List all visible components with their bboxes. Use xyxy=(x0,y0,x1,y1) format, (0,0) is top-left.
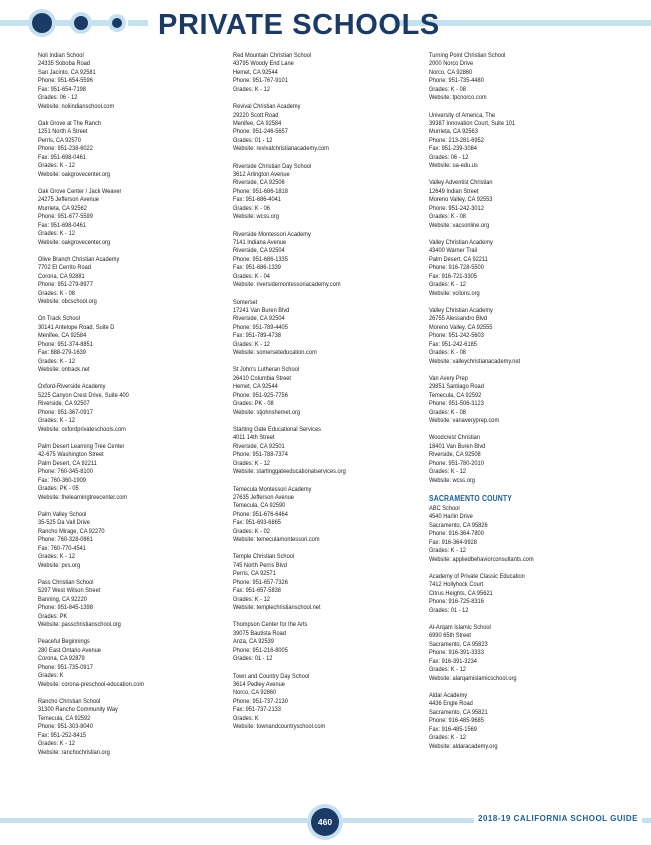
school-detail-line: Phone: 951-374-8851 xyxy=(38,340,93,348)
school-detail-line: 3612 Arlington Avenue xyxy=(233,171,290,179)
school-detail-line: Moreno Valley, CA 92553 xyxy=(429,196,493,204)
school-website: Website: templechristianschool.net xyxy=(233,604,321,612)
school-detail-line: Fax: 951-239-3084 xyxy=(429,145,477,153)
school-detail-line: Grades: K - 12 xyxy=(38,357,75,365)
school-detail-line: Moreno Valley, CA 92555 xyxy=(429,323,493,331)
guide-title: 2018-19 CALIFORNIA SCHOOL GUIDE xyxy=(474,814,642,823)
school-detail-line: Grades: PK xyxy=(38,612,68,620)
school-listing xyxy=(233,621,428,663)
school-website: Website: vanaveryprep.com xyxy=(429,417,500,425)
school-detail-line: Phone: 760-345-8100 xyxy=(38,468,93,476)
school-detail-line: Phone: 951-238-6022 xyxy=(38,145,93,153)
school-detail-line: Grades: 01 - 12 xyxy=(233,136,273,144)
school-website: Website: ua-edu.us xyxy=(429,162,478,170)
school-detail-line: 5225 Canyon Crest Drive, Suite 400 xyxy=(38,391,129,399)
school-detail-line: Perris, CA 92570 xyxy=(38,136,81,144)
school-detail-line: Grades: 06 - 12 xyxy=(38,94,78,102)
school-detail-line: Fax: 916-364-9928 xyxy=(429,538,477,546)
school-detail-line: Grades: K - 12 xyxy=(233,459,270,467)
school-detail-line: Grades: K - 08 xyxy=(429,408,466,416)
school-detail-line: 24275 Jefferson Avenue xyxy=(38,196,99,204)
school-name: Oxford-Riverside Academy xyxy=(38,383,106,391)
school-detail-line: Phone: 951-788-7374 xyxy=(233,451,288,459)
school-listing xyxy=(233,103,428,154)
school-listing xyxy=(233,486,428,545)
school-detail-line: Grades: K - 08 xyxy=(38,289,75,297)
page-header xyxy=(0,0,651,48)
school-detail-line: Grades: K - 12 xyxy=(38,162,75,170)
school-name: Riverside Christian Day School xyxy=(233,162,312,170)
school-detail-line: Fax: 951-737-2133 xyxy=(233,706,281,714)
school-detail-line: 29851 Santiago Road xyxy=(429,383,484,391)
school-listing xyxy=(38,256,233,307)
school-listing xyxy=(38,120,233,179)
school-detail-line: 6990 65th Street xyxy=(429,632,471,640)
school-listing xyxy=(38,579,233,630)
school-website: Website: stjohnshemet.org xyxy=(233,408,301,416)
school-detail-line: 43400 Warner Trail xyxy=(429,247,478,255)
school-detail-line: Grades: K xyxy=(233,714,259,722)
school-detail-line: Grades: K - 12 xyxy=(429,468,466,476)
school-detail-line: Phone: 916-364-7800 xyxy=(429,530,484,538)
school-detail-line: Corona, CA 92879 xyxy=(38,655,85,663)
school-detail-line: Grades: K - 12 xyxy=(429,666,466,674)
school-detail-line: Phone: 951-676-6464 xyxy=(233,510,288,518)
school-website: Website: startinggateeducationalservices.org xyxy=(233,468,346,476)
school-detail-line: 12649 Indian Street xyxy=(429,187,479,195)
school-detail-line: Corona, CA 92881 xyxy=(38,272,85,280)
school-detail-line: Phone: 916-391-3333 xyxy=(429,649,484,657)
school-detail-line: Phone: 951-242-5603 xyxy=(429,332,484,340)
school-detail-line: Phone: 951-925-7756 xyxy=(233,391,288,399)
school-name: Woodcrest Christian xyxy=(429,434,480,442)
school-detail-line: 745 North Perris Blvd xyxy=(233,561,287,569)
school-listing xyxy=(233,426,428,477)
school-website: Website: oakgrovecenter.org xyxy=(38,170,111,178)
school-detail-line: Phone: 951-780-2010 xyxy=(429,459,484,467)
school-detail-line: 7412 Hollyhock Court xyxy=(429,581,484,589)
school-detail-line: Phone: 951-654-5596 xyxy=(38,77,93,85)
school-detail-line: 17241 Van Buren Blvd xyxy=(233,306,290,314)
school-detail-line: Phone: 951-737-2130 xyxy=(233,697,288,705)
school-detail-line: Anza, CA 92539 xyxy=(233,638,274,646)
school-detail-line: 4436 Engle Road xyxy=(429,700,473,708)
section-heading: SACRAMENTO COUNTY xyxy=(429,493,513,503)
school-listing xyxy=(429,434,624,485)
school-name: Rancho Christian School xyxy=(38,697,101,705)
school-detail-line: 29220 Scott Road xyxy=(233,111,279,119)
school-name: Temple Christian School xyxy=(233,553,295,561)
school-listing xyxy=(233,52,428,94)
footer-rule-left xyxy=(0,818,307,823)
school-detail-line: Fax: 951-654-7198 xyxy=(38,85,86,93)
school-detail-line: Fax: 760-360-1909 xyxy=(38,476,86,484)
school-listing xyxy=(233,553,428,612)
school-detail-line: Grades: K - 12 xyxy=(429,734,466,742)
school-detail-line: Phone: 760-328-0861 xyxy=(38,536,93,544)
school-detail-line: Phone: 951-735-0917 xyxy=(38,663,93,671)
school-detail-line: Phone: 951-246-5657 xyxy=(233,128,288,136)
school-detail-line: 30141 Antelope Road, Suite D xyxy=(38,323,115,331)
school-name: Al-Arqam Islamic School xyxy=(429,624,491,631)
school-detail-line: 280 East Ontario Avenue xyxy=(38,646,101,654)
school-detail-line: Grades: K - 04 xyxy=(233,272,270,280)
school-name: Somerset xyxy=(233,298,258,306)
school-detail-line: Grades: K - 12 xyxy=(429,547,466,555)
school-listing xyxy=(38,511,233,570)
school-detail-line: Grades: 01 - 12 xyxy=(233,655,273,663)
school-website: Website: vacsonline.org xyxy=(429,221,490,229)
school-name: Town and Country Day School xyxy=(233,672,310,680)
school-detail-line: Sacramento, CA 95826 xyxy=(429,521,488,529)
school-detail-line: Menifee, CA 92584 xyxy=(38,332,87,340)
school-listing xyxy=(38,52,233,111)
school-detail-line: Temecula, CA 92590 xyxy=(233,502,286,510)
school-detail-line: Phone: 951-735-4480 xyxy=(429,77,484,85)
school-detail-line: San Jacinto, CA 92581 xyxy=(38,68,96,76)
school-detail-line: Fax: 888-279-1639 xyxy=(38,349,86,357)
school-listing xyxy=(233,299,428,358)
school-detail-line: Riverside, CA 92508 xyxy=(429,451,481,459)
school-listing xyxy=(429,179,624,230)
listing-column-3 xyxy=(429,52,624,760)
school-detail-line: Norco, CA 92860 xyxy=(429,68,473,76)
school-detail-line: Grades: K - 08 xyxy=(429,213,466,221)
school-detail-line: 27635 Jefferson Avenue xyxy=(233,493,294,501)
school-name: St John's Lutheran School xyxy=(233,366,300,374)
school-detail-line: Grades: K - 12 xyxy=(38,740,75,748)
school-detail-line: Phone: 951-216-8005 xyxy=(233,646,288,654)
school-detail-line: Grades: K - 12 xyxy=(233,595,270,603)
school-detail-line: Phone: 951-686-1818 xyxy=(233,187,288,195)
school-detail-line: Sacramento, CA 95821 xyxy=(429,708,488,716)
school-detail-line: Banning, CA 92220 xyxy=(38,595,87,603)
school-detail-line: Phone: 951-367-0917 xyxy=(38,408,93,416)
school-detail-line: Fax: 760-770-4541 xyxy=(38,544,86,552)
school-detail-line: Riverside, CA 92506 xyxy=(233,179,285,187)
school-detail-line: Phone: 916-725-8316 xyxy=(429,598,484,606)
page-footer xyxy=(0,800,651,840)
school-website: Website: noliindianschool.com xyxy=(38,102,115,110)
page-number: 460 xyxy=(311,808,339,836)
school-website: Website: townandcountryschool.com xyxy=(233,723,326,731)
school-detail-line: Phone: 951-767-9101 xyxy=(233,77,288,85)
school-detail-line: 18401 Van Buren Blvd xyxy=(429,442,486,450)
school-detail-line: Phone: 951-845-1398 xyxy=(38,604,93,612)
school-detail-line: Murrieta, CA 92562 xyxy=(38,204,87,212)
school-listing xyxy=(429,505,624,564)
school-website: Website: riversidemontessoriacademy.com xyxy=(233,281,341,289)
school-detail-line: Rancho Mirage, CA 92270 xyxy=(38,527,105,535)
school-website: Website: aldaracademy.org xyxy=(429,742,498,750)
school-detail-line: 39387 Innovation Court, Suite 101 xyxy=(429,119,516,127)
school-detail-line: Phone: 951-657-7326 xyxy=(233,578,288,586)
school-detail-line: Grades: K - 12 xyxy=(38,230,75,238)
school-detail-line: Menifee, CA 92584 xyxy=(233,119,282,127)
school-name: Oak Grove at The Ranch xyxy=(38,119,101,127)
header-dot-small xyxy=(112,18,122,28)
school-name: Palm Desert Learning Tree Center xyxy=(38,442,125,450)
school-name: Aldar Academy xyxy=(429,691,468,699)
school-listing xyxy=(38,443,233,502)
school-listing xyxy=(38,698,233,757)
school-detail-line: 35-525 Da Vall Drive xyxy=(38,519,90,527)
school-detail-line: 42-675 Washington Street xyxy=(38,451,104,459)
school-detail-line: 24335 Soboba Road xyxy=(38,60,91,68)
school-listing xyxy=(38,315,233,374)
school-website: Website: corona-preschool-education.com xyxy=(38,680,145,688)
school-name: University of America, The xyxy=(429,111,496,119)
school-detail-line: 26755 Alessandro Blvd xyxy=(429,315,488,323)
school-website: Website: appliedbehaviorconsultants.com xyxy=(429,555,534,563)
school-detail-line: Phone: 916-728-5500 xyxy=(429,264,484,272)
school-listing xyxy=(233,231,428,290)
school-detail-line: Palm Desert, CA 92211 xyxy=(38,459,97,467)
school-name: Van Avery Prep xyxy=(429,374,468,382)
school-detail-line: Fax: 951-252-8415 xyxy=(38,731,86,739)
school-detail-line: Hemet, CA 92544 xyxy=(233,68,278,76)
school-detail-line: 26410 Columbia Street xyxy=(233,374,292,382)
school-name: Oak Grove Center / Jack Weaver xyxy=(38,187,122,195)
school-name: Peaceful Beginnings xyxy=(38,638,90,646)
school-detail-line: 2000 Norco Drive xyxy=(429,60,474,68)
school-name: Revival Christian Academy xyxy=(233,103,301,111)
school-detail-line: 39075 Bautista Road xyxy=(233,629,286,637)
school-website: Website: alarqamislamicschool.org xyxy=(429,674,517,682)
school-website: Website: tpcnorco.com xyxy=(429,94,487,102)
school-website: Website: oxfordprivateschools.com xyxy=(38,425,126,433)
school-detail-line: Phone: 951-279-8977 xyxy=(38,281,93,289)
school-name: Turning Point Christian School xyxy=(429,52,506,59)
school-website: Website: obcschool.org xyxy=(38,298,97,306)
school-name: Palm Valley School xyxy=(38,510,87,518)
school-name: Pass Christian School xyxy=(38,578,94,586)
school-detail-line: Fax: 951-686-1339 xyxy=(233,264,281,272)
school-detail-line: Fax: 951-657-5838 xyxy=(233,587,281,595)
school-detail-line: 3614 Pedley Avenue xyxy=(233,680,285,688)
school-detail-line: Grades: K - 06 xyxy=(233,204,270,212)
school-detail-line: Grades: K - 12 xyxy=(38,417,75,425)
school-detail-line: Norco, CA 92860 xyxy=(233,689,277,697)
school-detail-line: Grades: PK - 08 xyxy=(233,400,274,408)
school-detail-line: 5297 West Wilson Street xyxy=(38,587,101,595)
school-detail-line: Murrieta, CA 92563 xyxy=(429,128,478,136)
school-detail-line: 31300 Rancho Community Way xyxy=(38,706,118,714)
school-name: Valley Christian Academy xyxy=(429,239,493,246)
school-name: Noli Indian School xyxy=(38,52,84,59)
page-title: PRIVATE SCHOOLS xyxy=(158,9,440,41)
school-detail-line: Citrus Heights, CA 95621 xyxy=(429,589,493,597)
school-detail-line: Grades: 01 - 12 xyxy=(429,606,469,614)
school-listing xyxy=(429,52,624,103)
school-name: Temecula Montessori Academy xyxy=(233,485,312,493)
school-name: On Track School xyxy=(38,315,80,323)
school-listing xyxy=(429,375,624,426)
school-website: Website: wcss.org xyxy=(233,213,279,221)
school-detail-line: Grades: K - 12 xyxy=(233,85,270,93)
school-detail-line: Grades: K - 08 xyxy=(429,85,466,93)
header-rule-mid2 xyxy=(92,20,108,26)
school-listing xyxy=(429,624,624,683)
school-name: Red Mountain Christian School xyxy=(233,52,312,59)
school-detail-line: Fax: 951-686-4041 xyxy=(233,196,281,204)
school-detail-line: 43795 Woody End Lane xyxy=(233,60,294,68)
header-rule-mid3 xyxy=(128,20,148,26)
school-detail-line: Phone: 213-281-6952 xyxy=(429,136,484,144)
school-detail-line: Fax: 951-698-0461 xyxy=(38,153,86,161)
school-detail-line: 7702 El Cerrito Road xyxy=(38,264,91,272)
school-listing xyxy=(38,188,233,247)
school-detail-line: Grades: K - 08 xyxy=(429,349,466,357)
school-listing xyxy=(429,573,624,615)
school-website: Website: pvs.org xyxy=(38,561,81,569)
school-website: Website: thelearningtreecenter.com xyxy=(38,493,128,501)
school-name: Starting Gate Educational Services xyxy=(233,426,321,433)
school-website: Website: revivalchristianacademy.com xyxy=(233,145,329,153)
header-dot-medium xyxy=(74,16,88,30)
school-website: Website: ranchochristian.org xyxy=(38,748,110,756)
school-detail-line: Fax: 951-242-6185 xyxy=(429,340,477,348)
school-detail-line: Fax: 951-789-4738 xyxy=(233,332,281,340)
school-website: Website: valleychristianacademy.net xyxy=(429,357,521,365)
school-detail-line: Phone: 951-789-4405 xyxy=(233,323,288,331)
school-name: ABC School xyxy=(429,504,460,512)
school-detail-line: Riverside, CA 92504 xyxy=(233,247,285,255)
school-detail-line: Phone: 951-677-5599 xyxy=(38,213,93,221)
school-name: Valley Christian Academy xyxy=(429,306,493,314)
school-detail-line: Hemet, CA 92544 xyxy=(233,383,278,391)
school-name: Riverside Montessori Academy xyxy=(233,230,311,238)
school-detail-line: Perris, CA 92571 xyxy=(233,570,276,578)
school-website: Website: temeculamontessori.com xyxy=(233,536,320,544)
school-listing xyxy=(233,366,428,417)
school-detail-line: Temecula, CA 92592 xyxy=(38,714,91,722)
school-detail-line: Fax: 951-693-6865 xyxy=(233,519,281,527)
school-detail-line: Phone: 951-242-3012 xyxy=(429,204,484,212)
school-name: Olive Branch Christian Academy xyxy=(38,255,120,263)
school-detail-line: 4011 14th Street xyxy=(233,434,275,442)
school-detail-line: Fax: 951-698-0461 xyxy=(38,221,86,229)
school-listing xyxy=(233,163,428,222)
school-listing xyxy=(429,692,624,751)
school-detail-line: Fax: 916-391-3234 xyxy=(429,657,477,665)
school-detail-line: Fax: 916-485-1569 xyxy=(429,725,477,733)
listing-column-2 xyxy=(233,52,428,740)
school-name: Valley Adventist Christian xyxy=(429,179,493,187)
school-name: Thompson Center for the Arts xyxy=(233,621,308,629)
school-detail-line: Riverside, CA 92507 xyxy=(38,400,90,408)
school-website: Website: passchristianschool.org xyxy=(38,621,121,629)
school-detail-line: Sacramento, CA 95823 xyxy=(429,640,488,648)
school-detail-line: Grades: K - 12 xyxy=(233,340,270,348)
school-website: Website: vcilons.org xyxy=(429,289,480,297)
school-detail-line: Palm Desert, CA 92211 xyxy=(429,255,488,263)
school-name: Academy of Private Classic Education xyxy=(429,572,525,580)
school-listing xyxy=(38,383,233,434)
school-listing xyxy=(429,307,624,366)
school-website: Website: oakgrovecenter.org xyxy=(38,238,111,246)
school-detail-line: Grades: K - 12 xyxy=(38,553,75,561)
school-detail-line: Grades: K - 12 xyxy=(429,281,466,289)
school-detail-line: Grades: 06 - 12 xyxy=(429,153,469,161)
school-detail-line: Temecula, CA 92592 xyxy=(429,391,482,399)
listing-column-1 xyxy=(38,52,233,766)
school-detail-line: 1251 North A Street xyxy=(38,128,88,136)
school-website: Website: wcss.org xyxy=(429,476,475,484)
school-listing xyxy=(429,239,624,298)
school-detail-line: Fax: 916-721-3305 xyxy=(429,272,477,280)
header-dot-large xyxy=(32,13,52,33)
school-detail-line: Phone: 951-506-3123 xyxy=(429,400,484,408)
school-detail-line: Riverside, CA 92501 xyxy=(233,442,285,450)
school-detail-line: 7141 Indiana Avenue xyxy=(233,239,287,246)
school-detail-line: Phone: 951-303-8040 xyxy=(38,723,93,731)
school-website: Website: ontrack.net xyxy=(38,366,90,374)
school-listing xyxy=(38,638,233,689)
school-website: Website: somerseteducation.com xyxy=(233,349,317,357)
school-detail-line: Grades: PK - 05 xyxy=(38,485,79,493)
school-listing xyxy=(233,673,428,732)
school-detail-line: Grades: K - 02 xyxy=(233,527,270,535)
school-detail-line: Phone: 916-485-9685 xyxy=(429,717,484,725)
school-detail-line: Grades: K xyxy=(38,672,64,680)
school-detail-line: 4540 Harlin Drive xyxy=(429,513,473,521)
school-detail-line: Phone: 951-686-1335 xyxy=(233,255,288,263)
school-listing xyxy=(429,112,624,171)
school-detail-line: Riverside, CA 92504 xyxy=(233,315,285,323)
